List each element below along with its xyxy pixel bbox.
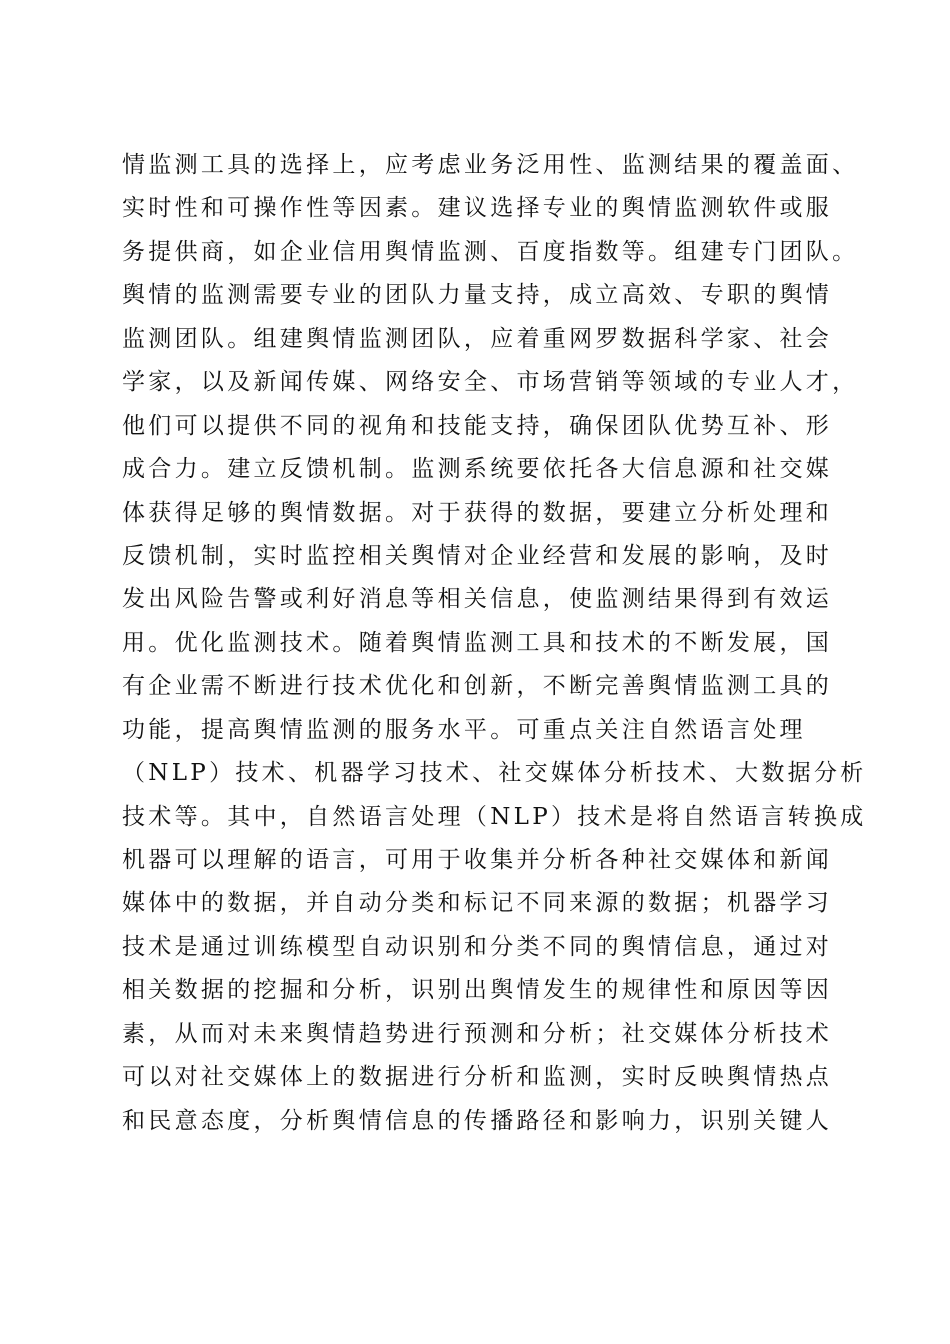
text-line: 情监测工具的选择上，应考虑业务泛用性、监测结果的覆盖面、: [122, 152, 859, 178]
text-line: 相关数据的挖掘和分析，识别出舆情发生的规律性和原因等因: [122, 977, 833, 1004]
text-line: 务提供商，如企业信用舆情监测、百度指数等。组建专门团队。: [122, 238, 859, 265]
text-line: 体获得足够的舆情数据。对于获得的数据，要建立分析处理和: [122, 499, 833, 526]
text-line: 发出风险告警或利好消息等相关信息，使监测结果得到有效运: [122, 586, 833, 613]
text-line: 技术等。其中，自然语言处理（NLP）技术是将自然语言转换成: [122, 803, 867, 830]
text-line: 机器可以理解的语言，可用于收集并分析各种社交媒体和新闻: [122, 847, 833, 873]
text-line: 学家，以及新闻传媒、网络安全、市场营销等领域的专业人才，: [122, 369, 859, 396]
body-text: [122, 144, 867, 1143]
text-line: 和民意态度，分析舆情信息的传播路径和影响力，识别关键人: [122, 1107, 833, 1134]
text-line: 舆情的监测需要专业的团队力量支持，成立高效、专职的舆情: [122, 282, 833, 309]
text-line: 反馈机制，实时监控相关舆情对企业经营和发展的影响，及时: [122, 542, 833, 569]
text-line: 监测团队。组建舆情监测团队，应着重网罗数据科学家、社会: [122, 325, 833, 352]
text-line: 实时性和可操作性等因素。建议选择专业的舆情监测软件或服: [122, 195, 833, 222]
text-line: （NLP）技术、机器学习技术、社交媒体分析技术、大数据分析: [122, 760, 867, 787]
text-line: 媒体中的数据，并自动分类和标记不同来源的数据；机器学习: [122, 890, 833, 917]
text-line: 有企业需不断进行技术优化和创新，不断完善舆情监测工具的: [122, 673, 833, 700]
text-line: 用。优化监测技术。随着舆情监测工具和技术的不断发展，国: [122, 629, 833, 656]
text-line: 他们可以提供不同的视角和技能支持，确保团队优势互补、形: [122, 412, 833, 439]
text-line: 可以对社交媒体上的数据进行分析和监测，实时反映舆情热点: [122, 1064, 833, 1091]
text-line: 功能，提高舆情监测的服务水平。可重点关注自然语言处理: [122, 716, 806, 743]
text-line: 成合力。建立反馈机制。监测系统要依托各大信息源和社交媒: [122, 456, 833, 483]
text-line: 素，从而对未来舆情趋势进行预测和分析；社交媒体分析技术: [122, 1020, 833, 1047]
text-line: 技术是通过训练模型自动识别和分类不同的舆情信息，通过对: [122, 933, 833, 960]
